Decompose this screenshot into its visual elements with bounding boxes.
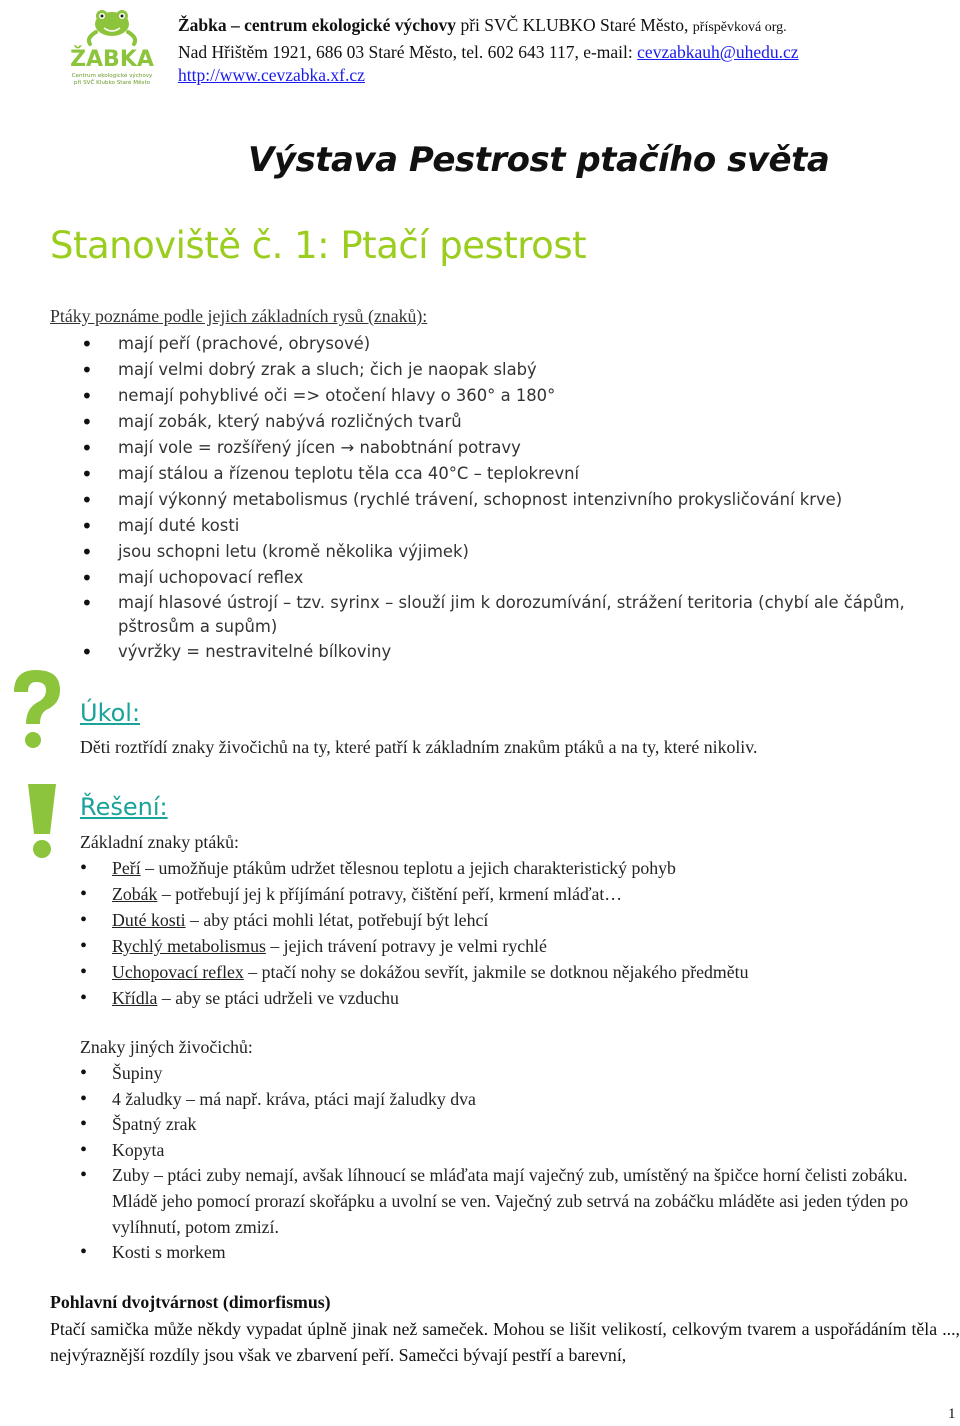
list-item: • mají hlasové ústrojí – tzv. syrinx – slouží jim k dorozumívání, strážení teritoria (chybí ale čápům, pštrosům a supům) — [80, 591, 956, 639]
list-item: • vývržky = nestravitelné bílkoviny — [80, 639, 956, 665]
address-line — [178, 41, 799, 63]
list-item: • Zuby – ptáci zuby nemají, avšak líhnoucí se mláďata mají vaječný zub, umístěný na špičce horní čelisti zobáku. Mládě jeho pomocí prorazí skořápku a uvolní se ven. Vaječný zub setrvá na zobáčku mláděte asi jeden týden po vylíhnutí, potom zmizí. — [80, 1163, 942, 1240]
list-item: • mají uchopovací reflex — [80, 565, 956, 591]
org-type: příspěvková org. — [692, 20, 787, 35]
exhibition-title: Výstava Pestrost ptačího světa — [248, 140, 830, 180]
intro-lead: Ptáky poznáme podle jejich základních rysů (znaků): — [50, 306, 428, 326]
org-name: Žabka – centrum ekologické výchovy — [178, 15, 457, 35]
org-parent: při SVČ KLUBKO Staré Město, — [460, 15, 689, 35]
task-text: Děti roztřídí znaky živočichů na ty, které patří k základním znakům ptáků a na ty, které nikoliv. — [80, 737, 758, 757]
svg-text:Centrum ekologické výchovy: Centrum ekologické výchovy — [71, 73, 153, 79]
dimorphism-text: Ptačí samička může někdy vypadat úplně jinak než sameček. Mohou se lišit velikostí, celkovým tvarem a uspořádáním těla ..., nejvýraznější rozdíly jsou však ve zbarvení peří. Samečci bývají pestří a barevní, — [50, 1319, 960, 1365]
list-item: • 4 žaludky – má např. kráva, ptáci mají žaludky dva — [80, 1087, 960, 1113]
address-phone: Nad Hřištěm 1921, 686 03 Staré Město, tel. 602 643 117, e-mail: — [178, 42, 633, 62]
list-item: • mají stálou a řízenou teplotu těla cca 40°C – teplokrevní — [80, 461, 956, 487]
list-item: • Kopyta — [80, 1138, 960, 1164]
bird-traits-list — [80, 331, 956, 665]
list-item: • mají peří (prachové, obrysové) — [80, 331, 956, 357]
list-item — [80, 855, 960, 881]
trait-desc: – jejich trávení potravy je velmi rychlé — [265, 936, 547, 956]
list-item — [80, 907, 960, 933]
list-item: • mají výkonný metabolismus (rychlé trávení, schopnost intenzivního prokysličování krve) — [80, 487, 956, 513]
trait-term: Rychlý metabolismus — [112, 936, 266, 956]
page-number: 1 — [948, 1406, 956, 1422]
list-item: • Kosti s morkem — [80, 1240, 960, 1266]
list-item: • mají zobák, který nabývá rozličných tvarů — [80, 409, 956, 435]
svg-text:při SVČ Klubko Staré Město: při SVČ Klubko Staré Město — [73, 80, 151, 86]
website-link[interactable]: http://www.cevzabka.xf.cz — [178, 65, 365, 85]
other-traits-lead: Znaky jiných živočichů: — [80, 1037, 253, 1057]
station-title: Stanoviště č. 1: Ptačí pestrost — [50, 224, 587, 267]
basic-traits-list — [80, 855, 960, 1011]
trait-desc: – ptačí nohy se dokážou sevřít, jakmile se dotknou nějakého předmětu — [243, 962, 749, 982]
trait-term: Zobák — [112, 884, 158, 904]
trait-desc: – potřebují jej k příjímání potravy, čištění peří, krmení mláďat… — [157, 884, 623, 904]
list-item — [80, 985, 960, 1011]
list-item: • Šupiny — [80, 1061, 960, 1087]
other-traits-list — [80, 1061, 960, 1266]
question-mark-icon — [6, 668, 66, 752]
trait-desc: – aby ptáci mohli létat, potřebují být lehcí — [185, 910, 489, 930]
list-item: • mají vole = rozšířený jícen → nabobtnání potravy — [80, 435, 956, 461]
basic-traits-lead: Základní znaky ptáků: — [80, 832, 239, 852]
list-item — [80, 881, 960, 907]
solution-heading: Řešení: — [80, 793, 168, 821]
list-item: • mají velmi dobrý zrak a sluch; čich je naopak slabý — [80, 357, 956, 383]
list-item: • Špatný zrak — [80, 1112, 960, 1138]
list-item: • jsou schopni letu (kromě několika výjimek) — [80, 539, 956, 565]
trait-term: Duté kosti — [112, 910, 186, 930]
trait-desc: – umožňuje ptákům udržet tělesnou teplotu a jejich charakteristický pohyb — [140, 858, 676, 878]
list-item — [80, 959, 960, 985]
trait-term: Uchopovací reflex — [112, 962, 244, 982]
frog-logo-icon — [66, 4, 158, 96]
list-item: • mají duté kosti — [80, 513, 956, 539]
org-line — [178, 14, 787, 39]
trait-term: Peří — [112, 858, 141, 878]
trait-desc: – aby se ptáci udrželi ve vzduchu — [157, 988, 399, 1008]
list-item: • nemají pohyblivé oči => otočení hlavy o 360° a 180° — [80, 383, 956, 409]
trait-term: Křídla — [112, 988, 158, 1008]
logo-wordmark: ŽABKA — [70, 47, 154, 72]
list-item — [80, 933, 960, 959]
email-link[interactable]: cevzabkauh@uhedu.cz — [637, 42, 799, 62]
exclamation-mark-icon — [24, 780, 60, 860]
task-heading: Úkol: — [80, 699, 141, 727]
dimorphism-title: Pohlavní dvojtvárnost (dimorfismus) — [50, 1292, 331, 1312]
